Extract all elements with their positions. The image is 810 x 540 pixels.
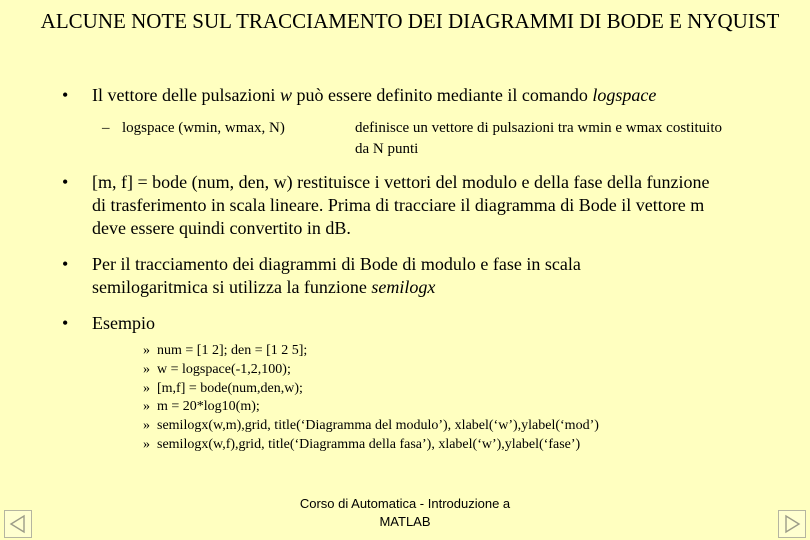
- semilogx-function: semilogx: [371, 277, 436, 297]
- triangle-right-icon: [782, 514, 802, 534]
- prompt-icon: »: [143, 436, 150, 452]
- next-slide-button[interactable]: [778, 510, 806, 538]
- var-w: w: [279, 85, 292, 105]
- prompt-icon: »: [143, 380, 150, 396]
- bullet-2-text: [m, f] = bode (num, den, w) restituisce i vettori del modulo e della fase della funzione di trasferimento in scala lineare. Prima di tracciare il diagramma di Bode il vettore m deve essere quindi convertito in dB.: [92, 172, 710, 238]
- prompt-icon: »: [143, 418, 150, 434]
- prev-slide-button[interactable]: [4, 510, 32, 538]
- code-line: » num = [1 2]; den = [1 2 5];: [143, 342, 599, 361]
- triangle-left-icon: [8, 514, 28, 534]
- bullet-icon: •: [62, 85, 69, 105]
- code-line: » semilogx(w,f),grid, title(‘Diagramma della fasa’), xlabel(‘w’),ylabel(‘fase’): [143, 436, 599, 455]
- bullet-icon: •: [62, 254, 69, 274]
- prompt-icon: »: [143, 361, 150, 377]
- code-line: » [m,f] = bode(num,den,w);: [143, 380, 599, 399]
- prompt-icon: »: [143, 343, 150, 358]
- code-line: » semilogx(w,m),grid, title(‘Diagramma del modulo’), xlabel(‘w’),ylabel(‘mod’): [143, 417, 599, 436]
- prompt-icon: »: [143, 399, 150, 415]
- bullet-icon: •: [62, 313, 69, 333]
- footer-course-label: Corso di Automatica - Introduzione a MATLAB: [299, 496, 511, 529]
- code-line: » m = 20*log10(m);: [143, 398, 599, 417]
- code-example: [143, 342, 599, 455]
- bullet-1-text: Il vettore delle pulsazioni w può essere definito mediante il comando logspace: [92, 85, 657, 105]
- bullet-3-text: Per il tracciamento dei diagrammi di Bode di modulo e fase in scala semilogaritmica si utilizza la funzione semilogx: [92, 254, 581, 297]
- slide-title: ALCUNE NOTE SUL TRACCIAMENTO DEI DIAGRAMMI DI BODE E NYQUIST: [40, 9, 780, 33]
- logspace-signature: logspace (wmin, wmax, N): [122, 120, 285, 136]
- bullet-icon: •: [62, 172, 69, 192]
- logspace-description: definisce un vettore di pulsazioni tra wmin e wmax costituito da N punti: [355, 120, 722, 157]
- code-line: » w = logspace(-1,2,100);: [143, 361, 599, 380]
- sub-bullet-dash: –: [102, 120, 110, 136]
- bullet-4-text: Esempio: [92, 313, 155, 333]
- logspace-command: logspace: [592, 85, 657, 105]
